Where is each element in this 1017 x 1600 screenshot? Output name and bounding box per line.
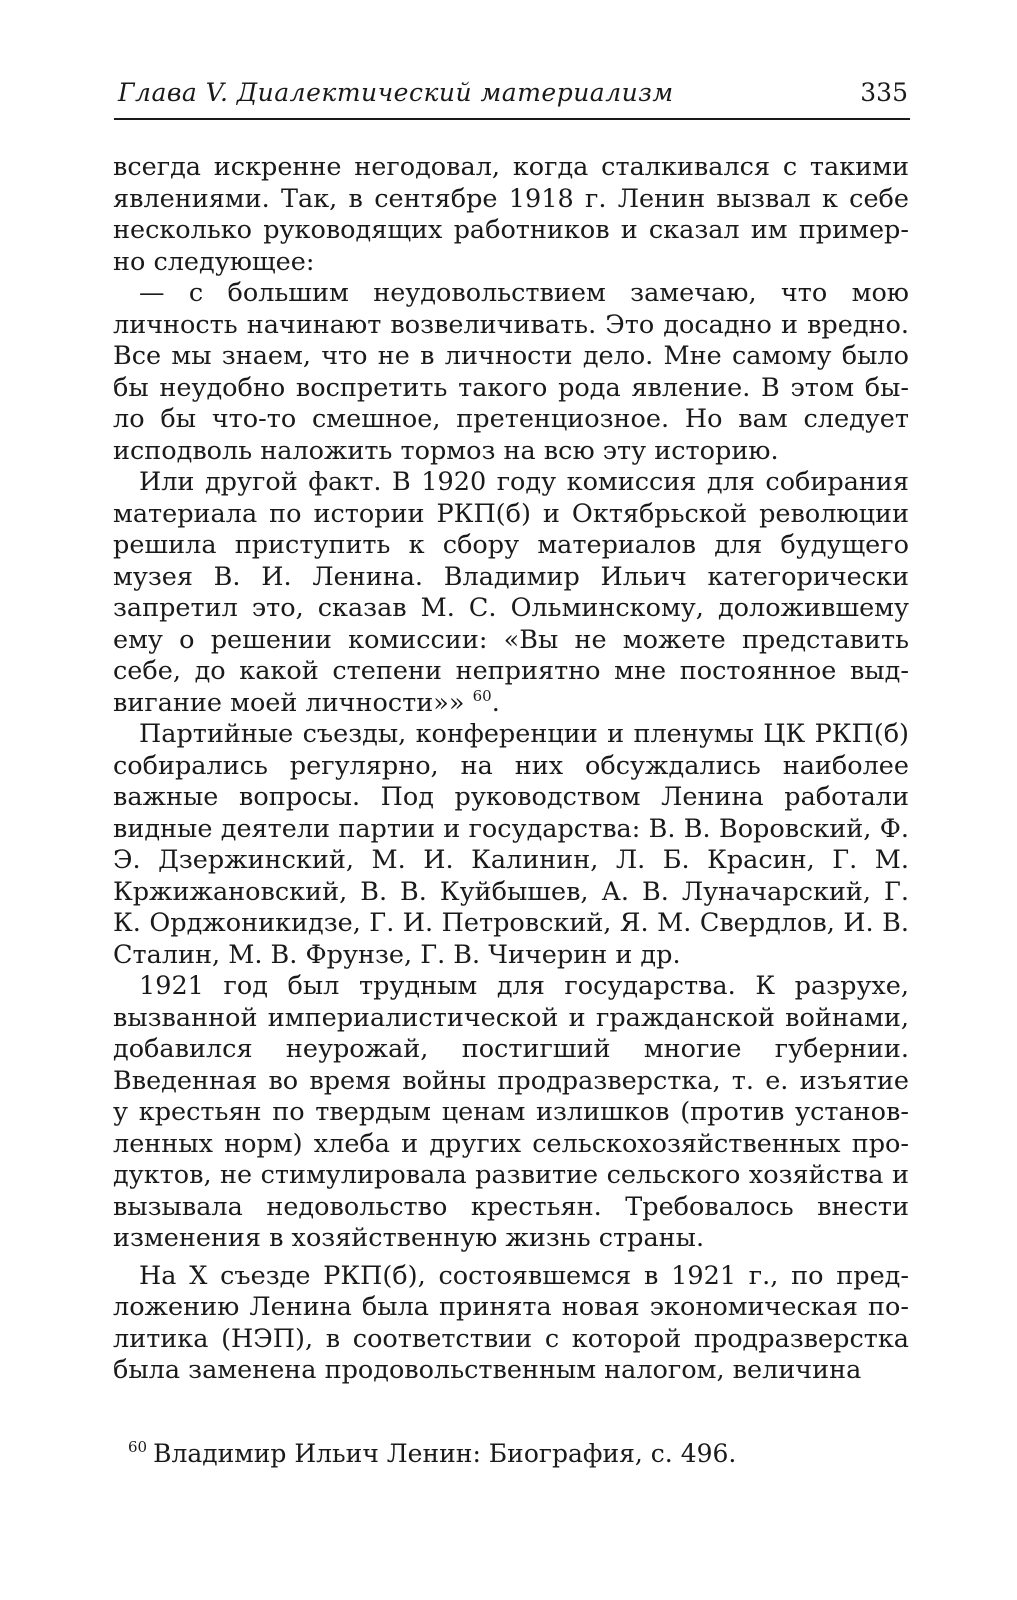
paragraph-2: — с большим неудовольствием замечаю, что мою личность начинают возвеличивать. Это досадно и вредно. Все мы знаем, что не в личности дело. Мне самому было бы неудобно воспретить такого рода явление. В этом было бы что-то смешное, претенциозное. Но вам следует исподволь наложить тормоз на всю эту историю. [113, 278, 909, 466]
running-title: Глава V. Диалектический материализм [118, 78, 674, 107]
page-number: 335 [860, 78, 908, 107]
footnote-text: Владимир Ильич Ленин: Биография, с. 496. [153, 1439, 737, 1468]
paragraph-3 [113, 467, 909, 719]
body-text [113, 152, 909, 1387]
footnote-marker: 60 [128, 1438, 148, 1456]
footnote [128, 1438, 908, 1469]
paragraph-6: На X съезде РКП(б), состоявшемся в 1921 г., по предложению Ленина была принята новая экономическая политика (НЭП), в соответствии с которой продразверстка была заменена продовольственным налогом, величина [113, 1260, 909, 1385]
paragraph-1: всегда искренне негодовал, когда сталкивался с такими явлениями. Так, в сентябре 1918 г. Ленин вызвал к себе несколько руководящих работников и сказал им примерно следующее: [113, 152, 909, 277]
running-header [118, 72, 908, 112]
paragraph-4: Партийные съезды, конференции и пленумы ЦК РКП(б) собирались регулярно, на них обсуждались наиболее важные вопросы. Под руководством Ленина работали видные деятели партии и государства: В. В. Воровский, Ф. Э. Дзержинский, М. И. Калинин, Л. Б. Красин, Г. М. Кржижановский, В. В. Куйбышев, А. В. Луначарский, Г. К. Орджоникидзе, Г. И. Петровский, Я. М. Свердлов, И. В. Сталин, М. В. Фрунзе, Г. В. Чичерин и др. [113, 719, 909, 970]
header-rule [114, 118, 910, 120]
footnote-reference: 60 [472, 686, 492, 705]
paragraph-3-text: Или другой факт. В 1920 году комиссия для собирания материала по истории РКП(б) и Октябрьской революции решила приступить к сбору материалов для будущего музея В. И. Ленина. Владимир Ильич категорически запретил это, сказав М. С. Ольминскому, доложившему ему о решении комиссии: «Вы не можете представить себе, до какой степени неприятно мне постоянное выдвигание моей личности»» [113, 467, 909, 718]
paragraph-5: 1921 год был трудным для государства. К разрухе, вызванной империалистической и гражданской войнами, добавился неурожай, постигший многие губернии. Введенная во время войны продразверстка, т. е. изъятие у крестьян по твердым ценам излишков (против установленных норм) хлеба и других сельскохозяйственных продуктов, не стимулировала развитие сельского хозяйства и вызывала недовольство крестьян. Требовалось внести изменения в хозяйственную жизнь страны. [113, 971, 909, 1253]
paragraph-3-end: . [491, 687, 500, 718]
